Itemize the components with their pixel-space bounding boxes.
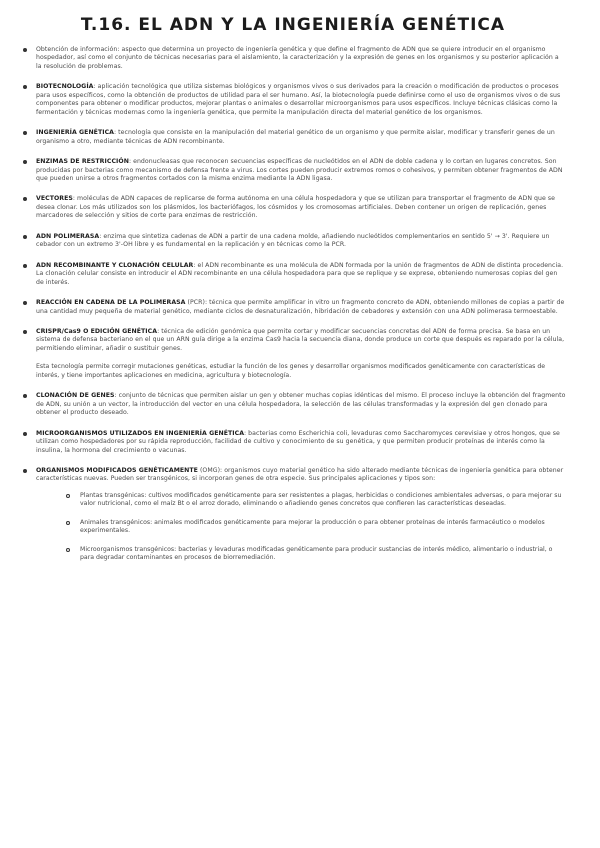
subentries-list: [20, 492, 566, 563]
sub-entry-text: Animales transgénicos: animales modificados genéticamente para mejorar la producción o para obtener proteínas de interés farmacéutico o modelos experimentales.: [80, 518, 545, 535]
sub-entry-text: Microorganismos transgénicos: bacterias y levaduras modificadas genéticamente para producir sustancias de interés médico, alimentario o industrial, o para degradar contaminantes en procesos de biorremediación.: [80, 545, 553, 562]
entry-text: : conjunto de técnicas que permiten aislar un gen y obtener muchas copias idénticas del mismo. El proceso incluye la obtención del fragmento de ADN, su unión a un vector, la introducción del vector en una célula hospedadora, la selección de las células transformadas y la expresión del gen clonado para obtener el producto deseado.: [36, 392, 566, 417]
entry-term: REACCIÓN EN CADENA DE LA POLIMERASA: [36, 299, 186, 307]
paragraph-text: Esta tecnología permite corregir mutaciones genéticas, estudiar la función de los genes y desarrollar organismos modificados genéticamente con características de interés, y tiene importantes aplicaciones en medicina, agricultura y biotecnología.: [36, 363, 546, 379]
entry-text: : enzima que sintetiza cadenas de ADN a partir de una cadena molde, añadiendo nucleótidos complementarios en sentido 5' → 3'. Requiere un cebador con un extremo 3'-OH libre y es fundamental en la replicación y en técnicas como la PCR.: [36, 232, 550, 249]
bullet-icon: [23, 264, 27, 268]
entry-term: INGENIERÍA GENÉTICA: [36, 129, 115, 137]
list-item: [20, 129, 566, 146]
bullet-icon: [23, 197, 27, 201]
list-item: [20, 46, 566, 71]
entry-text: Obtención de información: aspecto que determina un proyecto de ingeniería genética y que define el fragmento de ADN que se quiere introducir en el organismo hospedador, así como el conjunto de técnicas necesarias para el aislamiento, la caracterización y la expresión de genes en los organismos y su posterior aplicación a la resolución de problemas.: [36, 46, 559, 70]
entry-text: : técnica de edición genómica que permite cortar y modificar secuencias concretas del ADN de forma precisa. Se basa en un sistema de defensa bacteriano en el que un ARN guía dirige a la enzima Cas9 hacia la secuencia diana, donde produce un corte que después es reparado por la célula, permitiendo eliminar, añadir o sustituir genes.: [36, 327, 565, 352]
bullet-icon: [23, 160, 27, 164]
entry-term: CRISPR/Cas9 O EDICIÓN GENÉTICA: [36, 327, 158, 335]
entry-text: (OMG): organismos cuyo material genético ha sido alterado mediante técnicas de ingeniería genética para obtener características nuevas. Pueden ser transgénicos, si incorporan genes de otra especie. Sus principales aplicaciones y tipos son:: [36, 466, 564, 483]
entry-text: : tecnología que consiste en la manipulación del material genético de un organismo y que permite aislar, modificar y transferir genes de un organismo a otro, mediante técnicas de ADN recombinante.: [36, 129, 555, 145]
list-item: [20, 262, 566, 287]
bullet-icon: [23, 394, 27, 398]
hollow-bullet-icon: [66, 521, 70, 525]
entry-text: : moléculas de ADN capaces de replicarse de forma autónoma en una célula hospedadora y que se utilizan para transportar el fragmento de ADN que se desea clonar. Los más utilizados son los plásmidos, los bacteriófagos, los cósmidos y los cromosomas artificiales. Deben contener un origen de replicación, genes marcadores de selección y sitios de corte para enzimas de restricción.: [36, 195, 555, 220]
bullet-icon: [23, 48, 27, 52]
list-item: [20, 430, 566, 455]
entries-list: [20, 46, 566, 563]
entry-term: ORGANISMOS MODIFICADOS GENÉTICAMENTE: [36, 466, 198, 474]
entry-text: : endonucleasas que reconocen secuencias específicas de nucleótidos en el ADN de doble cadena y lo cortan en lugares concretos. Son producidas por bacterias como mecanismo de defensa frente a virus. Los cortes pueden producir extremos romos o cohesivos, y permiten obtener fragmentos de ADN que pueden unirse a otros fragmentos cortados con la misma enzima mediante la ADN ligasa.: [36, 158, 563, 182]
sub-list-item: [20, 546, 566, 563]
list-item: [20, 392, 566, 417]
sub-list-item: [20, 492, 566, 509]
list-item: [20, 328, 566, 353]
list-item: [20, 195, 566, 220]
sub-entry-text: Plantas transgénicas: cultivos modificados genéticamente para ser resistentes a plagas, herbicidas o condiciones ambientales adversas, o para mejorar su valor nutricional, como el maíz Bt o el arroz dorado, eliminando o añadiendo genes concretos que confieren las características deseadas.: [80, 491, 562, 508]
entry-text: (PCR): técnica que permite amplificar in vitro un fragmento concreto de ADN, obteniendo millones de copias a partir de una cantidad muy pequeña de material genético, mediante ciclos de desnaturalización, hibridación de cebadores y extensión con una ADN polimerasa termoestable.: [36, 299, 565, 315]
entry-term: ADN RECOMBINANTE Y CLONACIÓN CELULAR: [36, 261, 194, 269]
entry-text: : el ADN recombinante es una molécula de ADN formada por la unión de fragmentos de ADN de distinta procedencia. La clonación celular consiste en introducir el ADN recombinante en una célula hospedadora para que se replique y se exprese, obteniendo numerosas copias del gen de interés.: [36, 261, 564, 286]
bullet-icon: [23, 235, 27, 239]
list-item: [20, 467, 566, 484]
bullet-icon: [23, 330, 27, 334]
sub-list-item: [20, 519, 566, 536]
list-item: [20, 233, 566, 250]
entry-text: : bacterias como Escherichia coli, levaduras como Saccharomyces cerevisiae y otros hongos, que se utilizan como hospedadores por su rápida reproducción, facilidad de cultivo y conocimiento de su genética, y que permiten producir proteínas de interés como la insulina, la hormona del crecimiento o vacunas.: [36, 429, 560, 454]
bullet-icon: [23, 301, 27, 305]
bullet-icon: [23, 469, 27, 473]
hollow-bullet-icon: [66, 548, 70, 552]
page-title: T.16. EL ADN Y LA INGENIERÍA GENÉTICA: [80, 15, 506, 35]
entry-term: BIOTECNOLOGÍA: [36, 83, 94, 91]
entry-term: ADN POLIMERASA: [36, 232, 100, 240]
bullet-icon: [23, 432, 27, 436]
entry-term: ENZIMAS DE RESTRICCIÓN: [36, 158, 129, 166]
paragraph: [20, 363, 566, 380]
list-item: [20, 83, 566, 117]
bullet-icon: [23, 131, 27, 135]
list-item: [20, 158, 566, 183]
entry-text: : aplicación tecnológica que utiliza sistemas biológicos y organismos vivos o sus derivados para la creación o modificación de productos o procesos para usos específicos, como la obtención de productos de utilidad para el ser humano. Así, la biotecnología puede definirse como el uso de organismos vivos o de sus componentes para obtener o modificar productos, mejorar plantas o animales o desarrollar microorganismos para usos específicos. Incluye técnicas clásicas como la fermentación y técnicas modernas como la ingeniería genética, que permite la manipulación directa del material genético de los organismos.: [36, 83, 561, 116]
entry-term: CLONACIÓN DE GENES: [36, 392, 115, 400]
list-item: [20, 299, 566, 316]
entry-term: VECTORES: [36, 195, 73, 203]
entry-term: MICROORGANISMOS UTILIZADOS EN INGENIERÍA GENÉTICA: [36, 429, 245, 437]
bullet-icon: [23, 85, 27, 89]
hollow-bullet-icon: [66, 494, 70, 498]
